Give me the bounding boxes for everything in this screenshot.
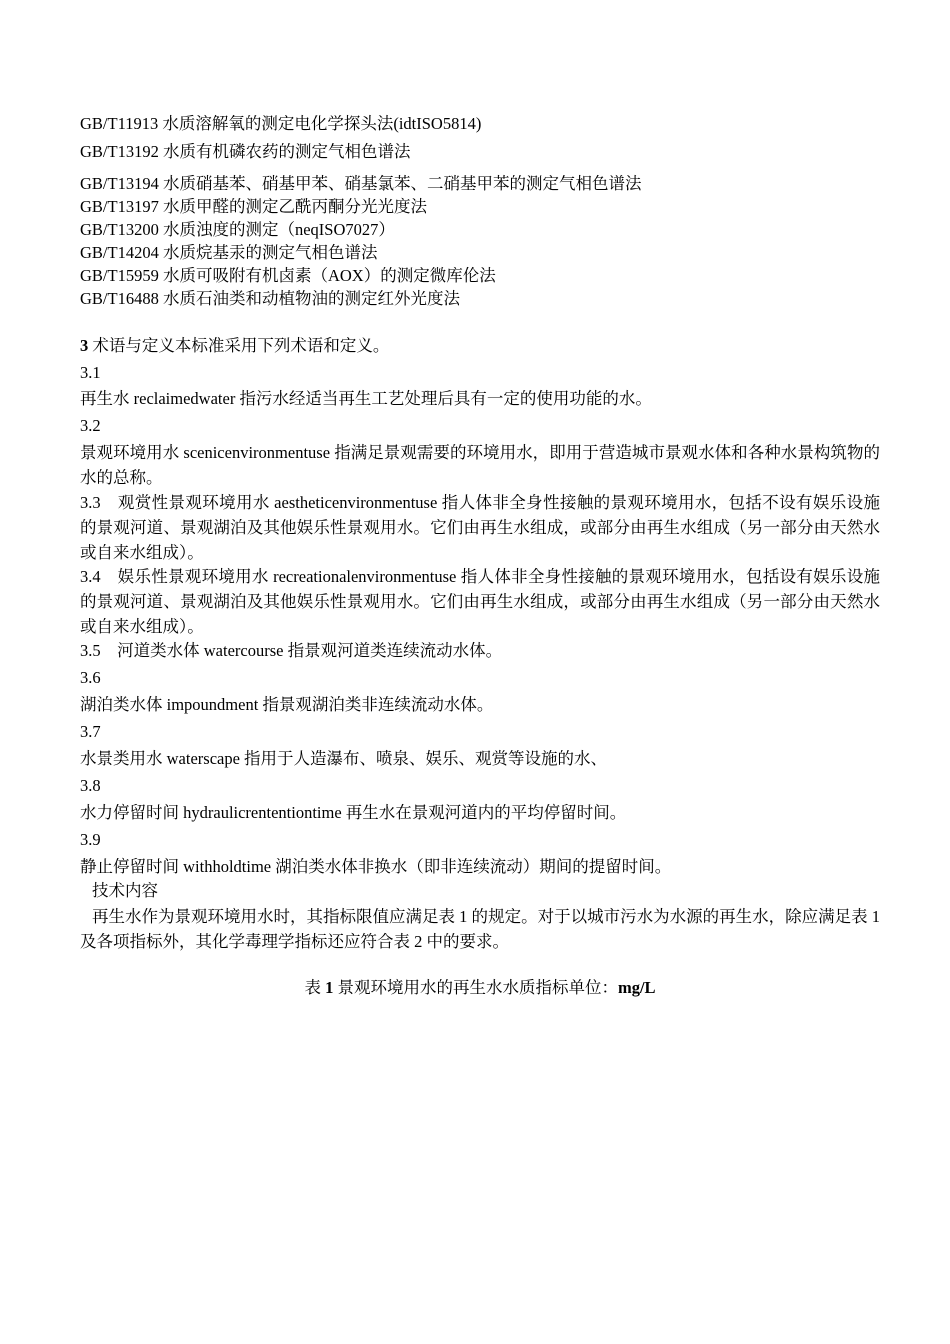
reference-item: GB/T13194 水质硝基苯、硝基甲苯、硝基氯苯、二硝基甲苯的测定气相色谱法 (80, 174, 642, 193)
term-number: 3.1 (80, 363, 101, 382)
term-number: 3.7 (80, 722, 101, 741)
term-definition: 3.4 娱乐性景观环境用水 recreationalenvironmentuse 指人体非全身性接触的景观环境用水，包括设有娱乐设施的景观河道、景观湖泊及其他娱乐性景观用水。它们由再生水组成，或部分由再生水组成（另一部分由天然水或自来水组成）。 (80, 567, 880, 636)
reference-item: GB/T13197 水质甲醛的测定乙酰丙酮分光光度法 (80, 197, 427, 216)
reference-item: GB/T16488 水质石油类和动植物油的测定红外光度法 (80, 289, 460, 308)
reference-item: GB/T14204 水质烷基汞的测定气相色谱法 (80, 243, 378, 262)
term-definition: 静止停留时间 withholdtime 湖泊类水体非换水（即非连续流动）期间的提留时间。 (80, 857, 672, 876)
term-definition: 景观环境用水 scenicenvironmentuse 指满足景观需要的环境用水，即用于营造城市景观水体和各种水景构筑物的水的总称。 (80, 443, 880, 487)
term-definition: 水力停留时间 hydraulicrententiontime 再生水在景观河道内的平均停留时间。 (80, 803, 627, 822)
section-3-heading (80, 334, 389, 358)
reference-item: GB/T11913 水质溶解氧的测定电化学探头法(idtISO5814) (80, 114, 482, 133)
table-title: 景观环境用水的再生水水质指标单位： (337, 978, 618, 997)
term-definition: 3.3 观赏性景观环境用水 aestheticenvironmentuse 指人体非全身性接触的景观环境用水，包括不设有娱乐设施的景观河道、景观湖泊及其他娱乐性景观用水。它们由再生水组成，或部分由再生水组成（另一部分由天然水或自来水组成）。 (80, 493, 880, 562)
document-page (80, 0, 880, 1344)
term-number: 3.6 (80, 668, 101, 687)
term-number: 3.2 (80, 416, 101, 435)
reference-item: GB/T15959 水质可吸附有机卤素（AOX）的测定微库伦法 (80, 266, 496, 285)
table-1-caption (80, 976, 880, 1000)
term-definition: 水景类用水 waterscape 指用于人造瀑布、喷泉、娱乐、观赏等设施的水、 (80, 749, 608, 768)
reference-item: GB/T13192 水质有机磷农药的测定气相色谱法 (80, 142, 411, 161)
term-definition: 3.5 河道类水体 watercourse 指景观河道类连续流动水体。 (80, 641, 503, 660)
section-4-body: 再生水作为景观环境用水时，其指标限值应满足表 1 的规定。对于以城市污水为水源的再生水，除应满足表 1 及各项指标外，其化学毒理学指标还应符合表 2 中的要求。 (80, 907, 880, 951)
term-definition: 湖泊类水体 impoundment 指景观湖泊类非连续流动水体。 (80, 695, 494, 714)
table-prefix: 表 (304, 978, 321, 997)
term-number: 3.8 (80, 776, 101, 795)
section-4-heading: 技术内容 (92, 881, 158, 900)
term-definition: 再生水 reclaimedwater 指污水经适当再生工艺处理后具有一定的使用功能的水。 (80, 389, 652, 408)
section-number: 3 (80, 336, 89, 355)
term-number: 3.9 (80, 830, 101, 849)
reference-item: GB/T13200 水质浊度的测定（neqISO7027） (80, 220, 395, 239)
section-title: 术语与定义本标准采用下列术语和定义。 (92, 336, 390, 355)
table-unit: mg/L (617, 978, 656, 997)
table-number: 1 (325, 978, 334, 997)
